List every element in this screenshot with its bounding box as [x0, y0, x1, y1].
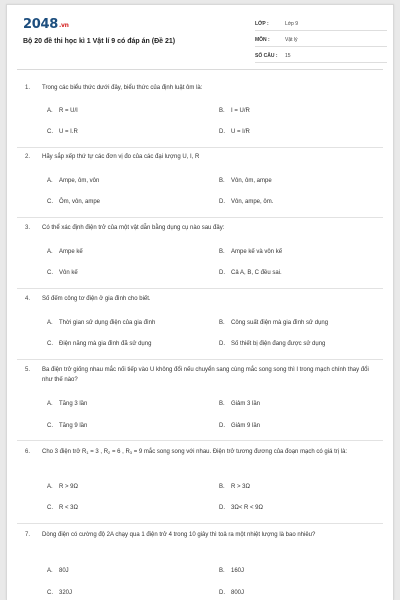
question-stem: Trong các biểu thức dưới đây, biểu thức của định luật ôm là: [42, 85, 203, 91]
document-title: Bộ 20 đề thi học kì 1 Vật lí 9 có đáp án (Đề 21) [23, 38, 176, 45]
meta-box [255, 17, 387, 65]
question-stem: Ba điện trở giống nhau mắc nối tiếp vào U không đổi nếu chuyển sang cùng mắc song song thì I trong mạch chính thay đổi như thế nào? [42, 367, 369, 383]
option-b[interactable]: B. Giảm 3 lần [219, 401, 261, 407]
question-divider [17, 147, 383, 148]
option-a[interactable]: A. R > 9Ω [47, 484, 78, 490]
site-logo[interactable]: 2048.vn [23, 17, 69, 32]
option-d[interactable]: D. 3Ω< R < 9Ω [219, 505, 263, 511]
meta-question-count: SỐ CÂU : 15 [255, 49, 387, 63]
option-a[interactable]: A. Thời gian sử dụng điện của gia đình [47, 320, 156, 326]
question-divider [17, 217, 383, 218]
option-c[interactable]: C. Điện năng mà gia đình đã sử dụng [47, 341, 152, 347]
option-c[interactable]: C. R < 3Ω [47, 505, 78, 511]
option-c[interactable]: C. Ôm, vôn, ampe [47, 199, 101, 205]
question-divider [17, 523, 383, 524]
option-c[interactable]: C. U = I.R [47, 129, 78, 135]
option-d[interactable]: D. U = I/R [219, 129, 250, 135]
option-b[interactable]: B. Công suất điện mà gia đình sử dụng [219, 320, 329, 326]
option-a[interactable]: A. Ampe kế [47, 249, 83, 255]
option-d[interactable]: D. Vôn, ampe, ôm. [219, 199, 274, 205]
header [7, 5, 393, 73]
option-a[interactable]: A. Tăng 3 lần [47, 401, 88, 407]
meta-subject: MÔN : Vật lý [255, 33, 387, 47]
exam-sheet: 2048.vn Bộ 20 đề thi học kì 1 Vật lí 9 có đáp án (Đề 21) LỚP : Lớp 9 MÔN : Vật lý SỐ CÂU : 15 1. Trong các biểu thức dưới đây, biểu thức của định luật ôm là: A. R = U/I B. I = U/R C. U = I.R D. U = I/R 2. Hãy sắp xếp thứ tự các đơn vị đo của các đại lượng U, I, R A. Ampe, ôm, vôn B. Vôn, ôm, ampe C. Ôm, vôn, ampe D. Vôn, ampe, ôm. 3. Có thể xác định điện trở của một vật dẫn bằng dụng cụ nào sau đây: A. Ampe kế B. Ampe kế và vôn kế C. Vôn kế D. Cả A, B, C đều sai. 4. Số đếm công tơ điện ở gia đình cho biết. A. Thời gian sử dụng điện của gia đình B. Công suất điện mà gia đình sử dụng C. Điện năng mà gia đình đã sử dụng D. Số thiết bị điện đang được sử dụng 5. Ba điện trở giống nhau mắc nối tiếp vào U không đổi nếu chuyển sang cùng mắc song song thì I trong mạch chính thay đổi như thế nào? A. Tăng 3 lần B. Giảm 3 lần C. Tăng 9 lần D. Giảm 9 lần 6. Cho 3 điện trở $R_1 = 3$ , $R_2 = 6$ , $R_3 = 9$ mắc song song với nhau. Điện trở tương đương của đoạn mạch có giá trị là: A. R > 9Ω B. R > 3Ω C. R < 3Ω D. 3Ω< R < 9Ω 7. Dòng điện có cường độ 2A chạy qua 1 điện trở 4 trong 10 giây thì toả ra một nhiệt lượng là bao nhiêu? A. 80J B. 160J C. 320J D. 800J [6, 4, 394, 600]
option-b[interactable]: B. Vôn, ôm, ampe [219, 178, 272, 184]
option-d[interactable]: D. Giảm 9 lần [219, 423, 261, 429]
question-stem: Cho 3 điện trở $R_1 = 3$ , $R_2 = 6$ , $R_3 = 9$ mắc song song với nhau. Điện trở tương đương của đoạn mạch có giá trị là: [42, 449, 348, 455]
question-stem: Hãy sắp xếp thứ tự các đơn vị đo của các đại lượng U, I, R [42, 154, 200, 160]
option-b[interactable]: B. Ampe kế và vôn kế [219, 249, 283, 255]
question-stem: Số đếm công tơ điện ở gia đình cho biết. [42, 296, 151, 302]
header-divider [17, 69, 383, 70]
option-b[interactable]: B. 160J [219, 568, 245, 574]
option-c[interactable]: C. 320J [47, 590, 73, 596]
option-b[interactable]: B. I = U/R [219, 108, 250, 114]
option-c[interactable]: C. Vôn kế [47, 270, 78, 276]
option-c[interactable]: C. Tăng 9 lần [47, 423, 88, 429]
question-divider [17, 440, 383, 441]
option-d[interactable]: D. Số thiết bị điện đang được sử dụng [219, 341, 326, 347]
option-d[interactable]: D. 800J [219, 590, 245, 596]
question-stem: Dòng điện có cường độ 2A chạy qua 1 điện trở 4 trong 10 giây thì toả ra một nhiệt lượng là bao nhiêu? [42, 532, 316, 538]
meta-class: LỚP : Lớp 9 [255, 17, 387, 31]
question-divider [17, 288, 383, 289]
question-divider [17, 359, 383, 360]
question-stem: Có thể xác định điện trở của một vật dẫn bằng dụng cụ nào sau đây: [42, 225, 225, 231]
option-a[interactable]: A. R = U/I [47, 108, 78, 114]
option-d[interactable]: D. Cả A, B, C đều sai. [219, 270, 282, 276]
option-a[interactable]: A. 80J [47, 568, 69, 574]
option-a[interactable]: A. Ampe, ôm, vôn [47, 178, 100, 184]
option-b[interactable]: B. R > 3Ω [219, 484, 250, 490]
